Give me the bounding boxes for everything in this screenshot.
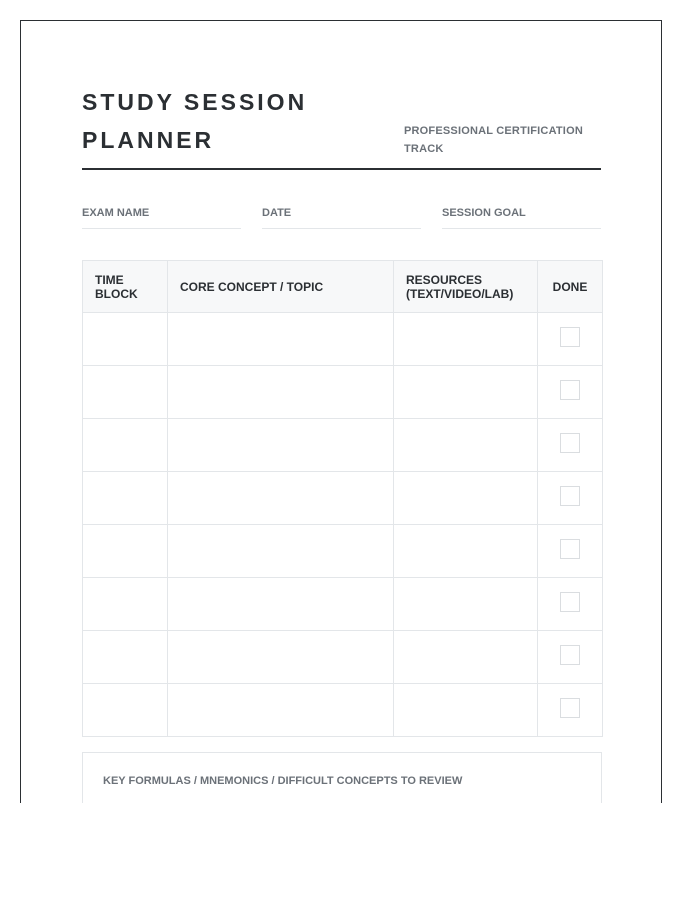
page-subtitle xyxy=(404,122,604,158)
table-row xyxy=(83,684,603,737)
resources-cell[interactable] xyxy=(394,313,538,366)
exam-name-label: EXAM NAME xyxy=(82,207,150,219)
time-cell[interactable] xyxy=(83,578,168,631)
done-cell xyxy=(538,472,603,525)
done-cell xyxy=(538,525,603,578)
resources-cell[interactable] xyxy=(394,631,538,684)
time-cell[interactable] xyxy=(83,419,168,472)
table-header-row xyxy=(83,261,603,313)
done-checkbox[interactable] xyxy=(560,539,580,559)
done-cell xyxy=(538,366,603,419)
time-cell[interactable] xyxy=(83,366,168,419)
topic-cell[interactable] xyxy=(168,525,394,578)
done-checkbox[interactable] xyxy=(560,645,580,665)
title-line-1: STUDY SESSION xyxy=(82,89,308,115)
study-log-table xyxy=(82,260,603,737)
time-cell[interactable] xyxy=(83,472,168,525)
table-row xyxy=(83,472,603,525)
time-cell[interactable] xyxy=(83,684,168,737)
resources-cell[interactable] xyxy=(394,419,538,472)
done-cell xyxy=(538,684,603,737)
notes-label: KEY FORMULAS / MNEMONICS / DIFFICULT CONCEPTS TO REVIEW xyxy=(103,775,463,787)
table-row xyxy=(83,366,603,419)
done-cell xyxy=(538,631,603,684)
topic-cell[interactable] xyxy=(168,631,394,684)
date-field[interactable] xyxy=(262,207,421,229)
planner-page xyxy=(20,20,662,803)
done-cell xyxy=(538,313,603,366)
topic-cell[interactable] xyxy=(168,472,394,525)
time-cell[interactable] xyxy=(83,313,168,366)
table-row xyxy=(83,525,603,578)
time-cell[interactable] xyxy=(83,631,168,684)
table-row xyxy=(83,631,603,684)
done-checkbox[interactable] xyxy=(560,698,580,718)
done-cell xyxy=(538,578,603,631)
notes-box[interactable] xyxy=(82,752,602,803)
title-divider xyxy=(82,168,601,170)
column-header-resources: RESOURCES (TEXT/VIDEO/LAB) xyxy=(394,261,538,313)
session-goal-label: SESSION GOAL xyxy=(442,207,526,219)
topic-cell[interactable] xyxy=(168,313,394,366)
topic-cell[interactable] xyxy=(168,684,394,737)
resources-cell[interactable] xyxy=(394,525,538,578)
done-checkbox[interactable] xyxy=(560,486,580,506)
table-row xyxy=(83,419,603,472)
date-label: DATE xyxy=(262,207,292,219)
topic-cell[interactable] xyxy=(168,419,394,472)
column-header-time-block: TIME BLOCK xyxy=(83,261,168,313)
page-title xyxy=(82,83,382,159)
column-header-done: DONE xyxy=(538,261,603,313)
subtitle-line-2: TRACK xyxy=(404,143,444,155)
subtitle-line-1: PROFESSIONAL CERTIFICATION xyxy=(404,125,583,137)
done-checkbox[interactable] xyxy=(560,380,580,400)
column-header-core-concept: CORE CONCEPT / TOPIC xyxy=(168,261,394,313)
time-cell[interactable] xyxy=(83,525,168,578)
topic-cell[interactable] xyxy=(168,366,394,419)
resources-cell[interactable] xyxy=(394,578,538,631)
topic-cell[interactable] xyxy=(168,578,394,631)
done-checkbox[interactable] xyxy=(560,327,580,347)
exam-name-field[interactable] xyxy=(82,207,241,229)
done-checkbox[interactable] xyxy=(560,592,580,612)
table-row xyxy=(83,313,603,366)
done-cell xyxy=(538,419,603,472)
title-line-2: PLANNER xyxy=(82,127,215,153)
resources-cell[interactable] xyxy=(394,684,538,737)
done-checkbox[interactable] xyxy=(560,433,580,453)
resources-cell[interactable] xyxy=(394,472,538,525)
session-goal-field[interactable] xyxy=(442,207,601,229)
resources-cell[interactable] xyxy=(394,366,538,419)
table-row xyxy=(83,578,603,631)
